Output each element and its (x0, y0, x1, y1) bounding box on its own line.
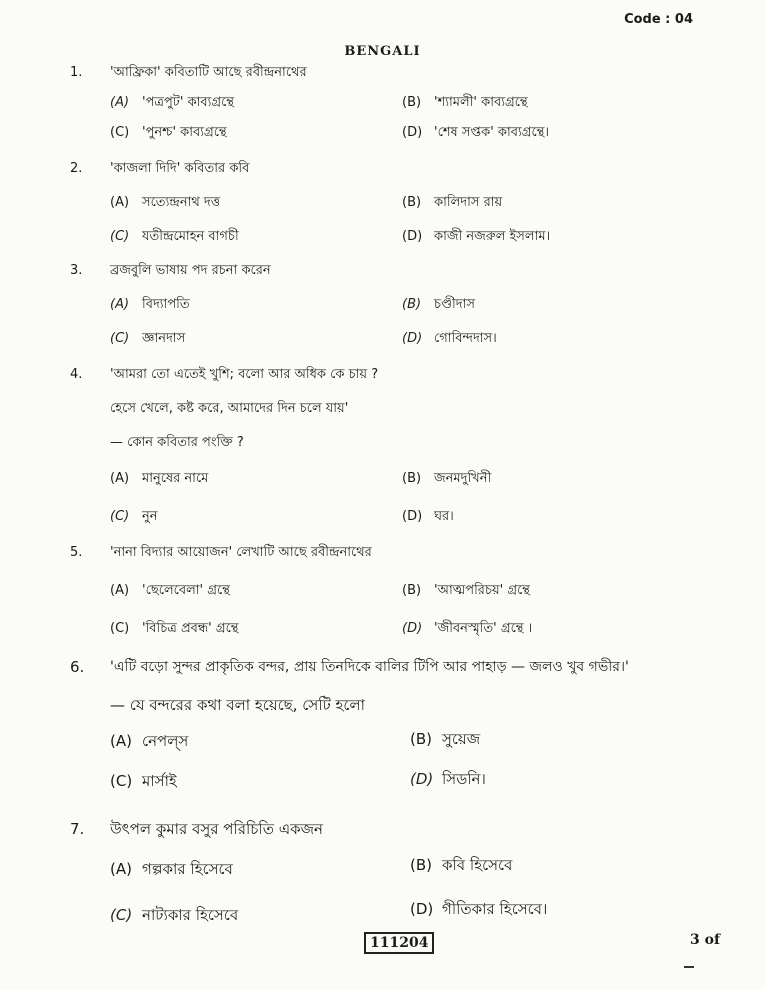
option-c: (C) নুন (110, 509, 158, 524)
option-b: (B) 'আত্মপরিচয়' গ্রন্থে (402, 583, 530, 598)
option-a: (A) 'ছেলেবেলা' গ্রন্থে (110, 583, 230, 598)
option-a: (A) মানুষের নামে (110, 471, 209, 486)
question-text-line-2: হেসে খেলে, কষ্ট করে, আমাদের দিন চলে যায়' (110, 401, 349, 416)
question-number: 2. (70, 161, 83, 176)
option-a: (A) সত্যেন্দ্রনাথ দত্ত (110, 195, 221, 210)
question-text-line-3: — কোন কবিতার পংক্তি ? (110, 435, 244, 450)
option-b: (B) 'শ্যামলী' কাব্যগ্রন্থে (402, 95, 528, 110)
option-b: (B) কবি হিসেবে (410, 856, 513, 874)
page-number: 3 of (690, 932, 720, 948)
option-b: (B) জনমদুখিনী (402, 471, 492, 486)
footer-dash (684, 966, 694, 968)
option-a: (A) 'পত্রপুট' কাব্যগ্রন্থে (110, 95, 235, 110)
question-text: 'এটি বড়ো সুন্দর প্রাকৃতিক বন্দর, প্রায় তিনদিকে বালির টিপি আর পাহাড় — জলও খুব গভীর।' (110, 659, 629, 675)
question-text: 'নানা বিদ্যার আয়োজন' লেখাটি আছে রবীন্দ্রনাথের (110, 545, 372, 560)
question-number: 4. (70, 367, 83, 382)
option-c: (C) জ্ঞানদাস (110, 331, 186, 346)
question-text: ব্রজবুলি ভাষায় পদ রচনা করেন (110, 263, 271, 278)
option-b: (B) সুয়েজ (410, 730, 481, 748)
option-d: (D) 'শেষ সপ্তক' কাব্যগ্রন্থে। (402, 125, 550, 140)
option-a: (A) গল্পকার হিসেবে (110, 860, 233, 878)
option-c: (C) 'পুনশ্চ' কাব্যগ্রন্থে (110, 125, 227, 140)
question-text: 'কাজলা দিদি' কবিতার কবি (110, 161, 250, 176)
question-number: 5. (70, 545, 83, 560)
question-2 (70, 156, 720, 256)
option-d: (D) ঘর। (402, 509, 454, 524)
option-c: (C) যতীন্দ্রমোহন বাগচী (110, 229, 239, 244)
option-c: (C) মার্সাই (110, 772, 177, 790)
paper-code-label: Code : 04 (624, 12, 693, 27)
question-text-line-2: — যে বন্দরের কথা বলা হয়েছে, সেটি হলো (110, 696, 365, 714)
question-number: 1. (70, 65, 83, 80)
option-b: (B) কালিদাস রায় (402, 195, 503, 210)
option-b: (B) চণ্ডীদাস (402, 297, 475, 312)
question-3 (70, 258, 720, 362)
question-number: 7. (70, 820, 85, 838)
question-text: উৎপল কুমার বসুর পরিচিতি একজন (110, 820, 323, 838)
question-number: 3. (70, 263, 83, 278)
question-1 (70, 60, 720, 150)
subject-title: BENGALI (344, 44, 421, 59)
footer-paper-code: 111204 (364, 932, 434, 954)
question-number: 6. (70, 658, 85, 676)
option-c: (C) 'বিচিত্র প্রবন্ধ' গ্রন্থে (110, 621, 239, 636)
option-a: (A) নেপল্‌স (110, 732, 189, 750)
option-d: (D) সিডনি। (410, 770, 486, 788)
option-d: (D) গীতিকার হিসেবে। (410, 900, 548, 918)
question-text: 'আফ্রিকা' কবিতাটি আছে রবীন্দ্রনাথের (110, 65, 307, 80)
option-d: (D) কাজী নজরুল ইসলাম। (402, 229, 551, 244)
option-a: (A) বিদ্যাপতি (110, 297, 190, 312)
question-6 (70, 654, 720, 798)
option-d: (D) 'জীবনস্মৃতি' গ্রন্থে । (402, 621, 533, 636)
question-4 (70, 362, 720, 536)
question-text: 'আমরা তো এতেই খুশি; বলো আর অধিক কে চায় ? (110, 367, 379, 382)
question-7 (70, 816, 720, 922)
question-5 (70, 540, 720, 646)
option-c: (C) নাট্যকার হিসেবে (110, 906, 239, 924)
option-d: (D) গোবিন্দদাস। (402, 331, 497, 346)
